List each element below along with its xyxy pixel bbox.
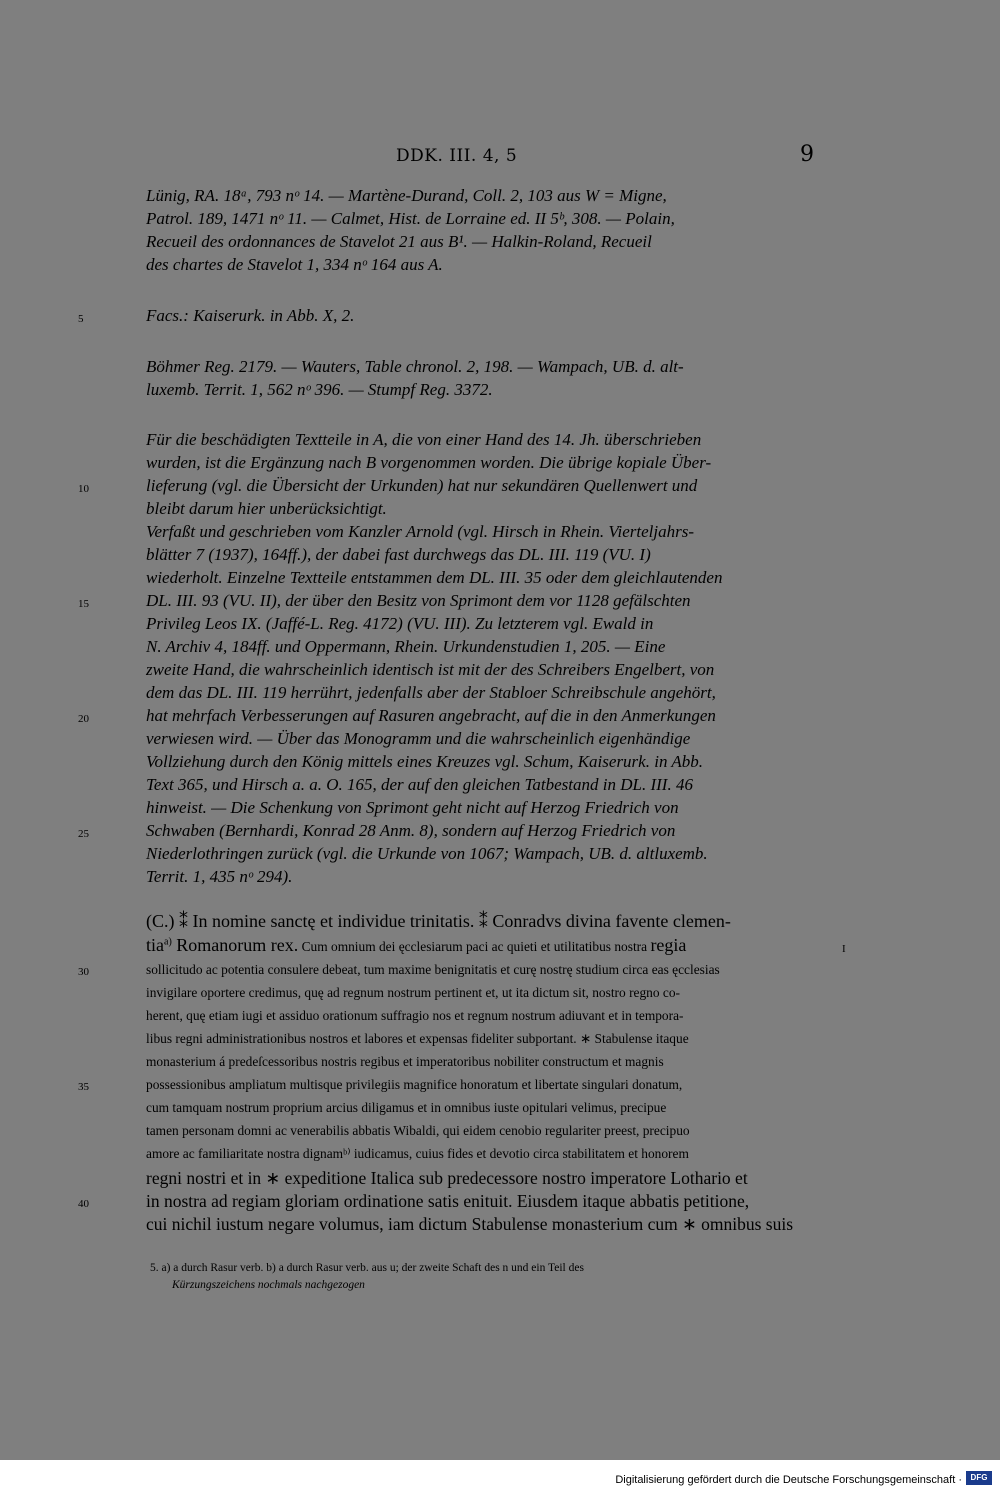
charter-line: possessionibus ampliatum multisque privilegiis magnifice honoratum et libertate singulari donatum, [146,1077,683,1092]
margin-marker: I [842,943,846,955]
line-number: 15 [78,598,89,610]
charter-line: cum tamquam nostrum proprium arcius diligamus et in omnibus iuste opitulari velimus, precipue [146,1100,667,1115]
charter-line: libus regni administrationibus nostros et labores et expensas fideliter subportant. ∗ Stabulense itaque [146,1031,689,1046]
line-number: 25 [78,828,89,840]
commentary-line: Schwaben (Bernhardi, Konrad 28 Anm. 8), sondern auf Herzog Friedrich von [146,821,676,840]
charter-text-regia: regia [650,935,687,955]
charter-line: cui nichil iustum negare volumus, iam dictum Stabulense monasterium cum ∗ omnibus suis [146,1214,794,1234]
dfg-logo-icon: DFG [966,1471,992,1485]
commentary-line: Text 365, und Hirsch a. a. O. 165, der auf den gleichen Tatbestand in DL. III. 46 [146,775,693,794]
regesta-line: Böhmer Reg. 2179. — Wauters, Table chronol. 2, 198. — Wampach, UB. d. alt- [146,357,684,376]
footnote-ref-a: a) [164,936,172,948]
charter-line: sollicitudo ac potentia consulere debeat, tum maxime benignitatis et curę nostrę studium circa eas ęcclesias [146,962,720,977]
line-number: 10 [78,483,89,495]
charter-line: herent, quę etiam iugi et assiduo orationum suffragio nos et regnum nostrum adiuvant et in tempora- [146,1008,684,1023]
line-number: 20 [78,713,89,725]
editions-line: Patrol. 189, 1471 nᵒ 11. — Calmet, Hist. de Lorraine ed. II 5ᵇ, 308. — Polain, [146,209,675,228]
commentary-line: Vollziehung durch den König mittels eines Kreuzes vgl. Schum, Kaiserurk. in Abb. [146,752,704,771]
running-title: DDK. III. 4, 5 [396,146,518,166]
commentary-line: wurden, ist die Ergänzung nach B vorgenommen worden. Die übrige kopiale Über- [146,453,712,472]
commentary-line: Privileg Leos IX. (Jaffé-L. Reg. 4172) (VU. III). Zu letzterem vgl. Ewald in [146,614,654,633]
charter-text-tia: tia [146,935,164,955]
commentary-line: lieferung (vgl. die Übersicht der Urkunden) hat nur sekundären Quellenwert und [146,476,698,495]
charter-line: regni nostri et in ∗ expeditione Italica sub predecessore nostro imperatore Lothario et [146,1168,748,1188]
charter-line: invigilare oportere credimus, quę ad regnum nostrum pertinent et, ut ita dictum sit, nostro regno co- [146,985,680,1000]
charter-line: monasterium á predeſcessoribus nostris regibus et imperatoribus nobiliter constructum et magnis [146,1054,664,1069]
commentary-line: DL. III. 93 (VU. II), der über den Besitz von Sprimont dem vor 1128 gefälschten [146,591,691,610]
charter-intitulatio-line [146,935,686,956]
charter-arenga-start: Cum omnium dei ęcclesiarum paci ac quieti et utilitatibus nostra [298,939,651,954]
commentary-line: N. Archiv 4, 184ff. und Oppermann, Rhein. Urkundenstudien 1, 205. — Eine [146,637,666,656]
commentary-line: blätter 7 (1937), 164ff.), der dabei fast durchwegs das DL. III. 119 (VU. I) [146,545,651,564]
charter-line: tamen personam domni ac venerabilis abbatis Wibaldi, qui eidem cenobio regulariter preest, precipuo [146,1123,690,1138]
charter-invocation: (C.) ⁑ In nomine sanctę et individue trinitatis. ⁑ Conradvs divina favente clemen- [146,911,731,931]
charter-text-rex: Romanorum rex. [171,935,299,955]
running-head [0,142,1000,170]
line-number: 40 [78,1198,89,1210]
digitization-credit: Digitalisierung gefördert durch die Deutsche Forschungsgemeinschaft · [615,1474,962,1486]
commentary-line: dem das DL. III. 119 herrührt, jedenfalls aber der Stabloer Schreibschule angehört, [146,683,716,702]
editions-line: des chartes de Stavelot 1, 334 nᵒ 164 aus A. [146,255,443,274]
line-number: 35 [78,1081,89,1093]
commentary-line: wiederholt. Einzelne Textteile entstammen dem DL. III. 35 oder dem gleichlautenden [146,568,723,587]
commentary-line: hinweist. — Die Schenkung von Sprimont geht nicht auf Herzog Friedrich von [146,798,679,817]
footnote-line: Kürzungszeichens nochmals nachgezogen [172,1279,365,1291]
footnote-line: 5. a) a durch Rasur verb. b) a durch Rasur verb. aus u; der zweite Schaft des n und ein Teil des [150,1262,584,1274]
editions-line: Recueil des ordonnances de Stavelot 21 aus B¹. — Halkin-Roland, Recueil [146,232,652,251]
charter-line: in nostra ad regiam gloriam ordinatione satis enituit. Eiusdem itaque abbatis petitione, [146,1191,750,1211]
commentary-line: Verfaßt und geschrieben vom Kanzler Arnold (vgl. Hirsch in Rhein. Vierteljahrs- [146,522,695,541]
facsimile-line: Facs.: Kaiserurk. in Abb. X, 2. [146,306,355,325]
commentary-line: zweite Hand, die wahrscheinlich identisch ist mit der des Schreibers Engelbert, von [146,660,715,679]
commentary-line: Niederlothringen zurück (vgl. die Urkunde von 1067; Wampach, UB. d. altluxemb. [146,844,708,863]
commentary-line: bleibt darum hier unberücksichtigt. [146,499,387,518]
commentary-line: Für die beschädigten Textteile in A, die von einer Hand des 14. Jh. überschrieben [146,430,702,449]
regesta-line: luxemb. Territ. 1, 562 nᵒ 396. — Stumpf Reg. 3372. [146,380,493,399]
line-number: 5 [78,313,84,325]
charter-line: amore ac familiaritate nostra dignamᵇ⁾ iudicamus, cuius fides et devotio circa stabilitatem et honorem [146,1146,689,1161]
commentary-line: verwiesen wird. — Über das Monogramm und die wahrscheinlich eigenhändige [146,729,691,748]
page-number: 9 [800,142,814,167]
line-number: 30 [78,966,89,978]
commentary-line: Territ. 1, 435 nᵒ 294). [146,867,293,886]
commentary-line: hat mehrfach Verbesserungen auf Rasuren angebracht, auf die in den Anmerkungen [146,706,716,725]
editions-line: Lünig, RA. 18ᵃ, 793 nᵒ 14. — Martène-Durand, Coll. 2, 103 aus W = Migne, [146,186,667,205]
